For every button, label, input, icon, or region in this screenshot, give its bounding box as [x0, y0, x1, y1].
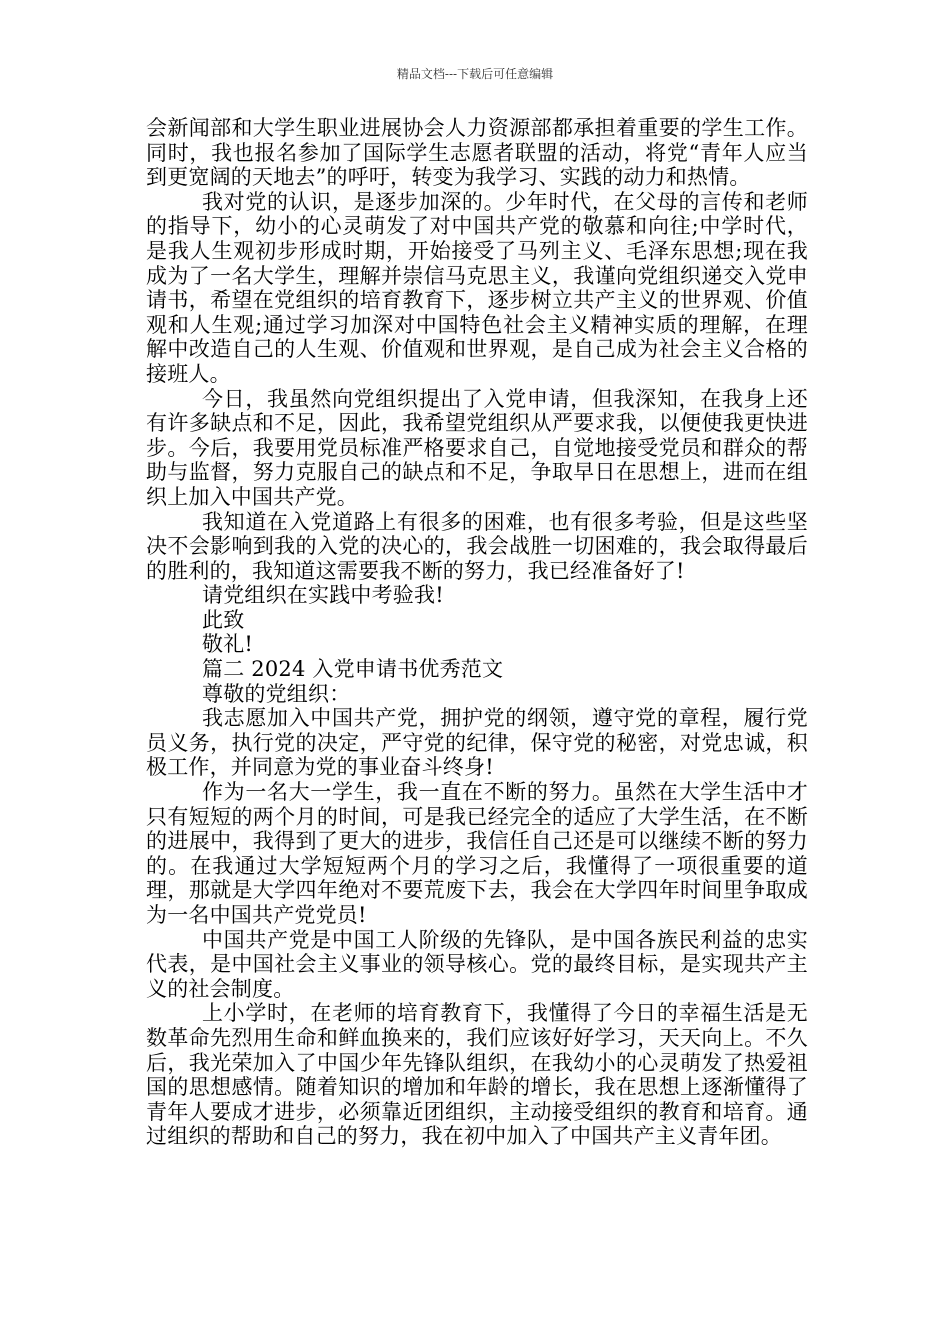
page-header: 精品文档---下载后可任意编辑: [396, 67, 554, 81]
paragraph: 我志愿加入中国共产党，拥护党的纲领，遵守党的章程，履行党员义务，执行党的决定，严守党的纪律，保守党的秘密，对党忠诚，积极工作，并同意为党的事业奋斗终身!: [146, 706, 808, 780]
paragraph: 中国共产党是中国工人阶级的先锋队，是中国各族民利益的忠实代表，是中国社会主义事业的领导核心。党的最终目标，是实现共产主义的社会制度。: [146, 927, 808, 1001]
paragraph: 我知道在入党道路上有很多的困难，也有很多考验，但是这些坚决不会影响到我的入党的决心的，我会战胜一切困难的，我会取得最后的胜利的，我知道这需要我不断的努力，我已经准备好了!: [146, 509, 808, 583]
paragraph: 上小学时，在老师的培育教育下，我懂得了今日的幸福生活是无数革命先烈用生命和鲜血换来的，我们应该好好学习，天天向上。不久后，我光荣加入了中国少年先锋队组织，在我幼小的心灵萌发了热爱祖国的思想感情。随着知识的增加和年龄的增长，我在思想上逐渐懂得了青年人要成才进步，必须靠近团组织，主动接受组织的教育和培育。通过组织的帮助和自己的努力，我在初中加入了中国共产主义青年团。: [146, 1001, 808, 1149]
closing-regards: 敬礼!: [202, 632, 254, 657]
paragraph: 请党组织在实践中考验我!: [202, 583, 444, 608]
paragraph: 作为一名大一学生，我一直在不断的努力。虽然在大学生活中才只有短短的两个月的时间，可是我已经完全的适应了大学生活，在不断的进展中，我得到了更大的进步，我信任自己还是可以继续不断的努力的。在我通过大学短短两个月的学习之后，我懂得了一项很重要的道理，那就是大学四年绝对不要荒废下去，我会在大学四年时间里争取成为一名中国共产党党员!: [146, 780, 808, 927]
section-title: 篇二 2024 入党申请书优秀范文: [202, 657, 504, 682]
closing-salutation: 此致: [202, 607, 245, 632]
paragraph: 会新闻部和大学生职业进展协会人力资源部都承担着重要的学生工作。同时，我也报名参加了国际学生志愿者联盟的活动，将党“青年人应当到更宽阔的天地去”的呼吁，转变为我学习、实践的动力和热情。: [146, 116, 808, 190]
paragraph: 我对党的认识，是逐步加深的。少年时代，在父母的言传和老师的指导下，幼小的心灵萌发了对中国共产党的敬慕和向往;中学时代，是我人生观初步形成时期，开始接受了马列主义、毛泽东思想;现在我成为了一名大学生，理解并崇信马克思主义，我谨向党组织递交入党申请书，希望在党组织的培育教育下，逐步树立共产主义的世界观、价值观和人生观;通过学习加深对中国特色社会主义精神实质的理解，在理解中改造自己的人生观、价值观和世界观，是自己成为社会主义合格的接班人。: [146, 189, 808, 386]
greeting: 尊敬的党组织：: [202, 681, 351, 706]
paragraph: 今日，我虽然向党组织提出了入党申请，但我深知，在我身上还有许多缺点和不足，因此，我希望党组织从严要求我，以便使我更快进步。今后，我要用党员标准严格要求自己，自觉地接受党员和群众的帮助与监督，努力克服自己的缺点和不足，争取早日在思想上，进而在组织上加入中国共产党。: [146, 386, 808, 509]
document-body: [146, 116, 808, 1149]
